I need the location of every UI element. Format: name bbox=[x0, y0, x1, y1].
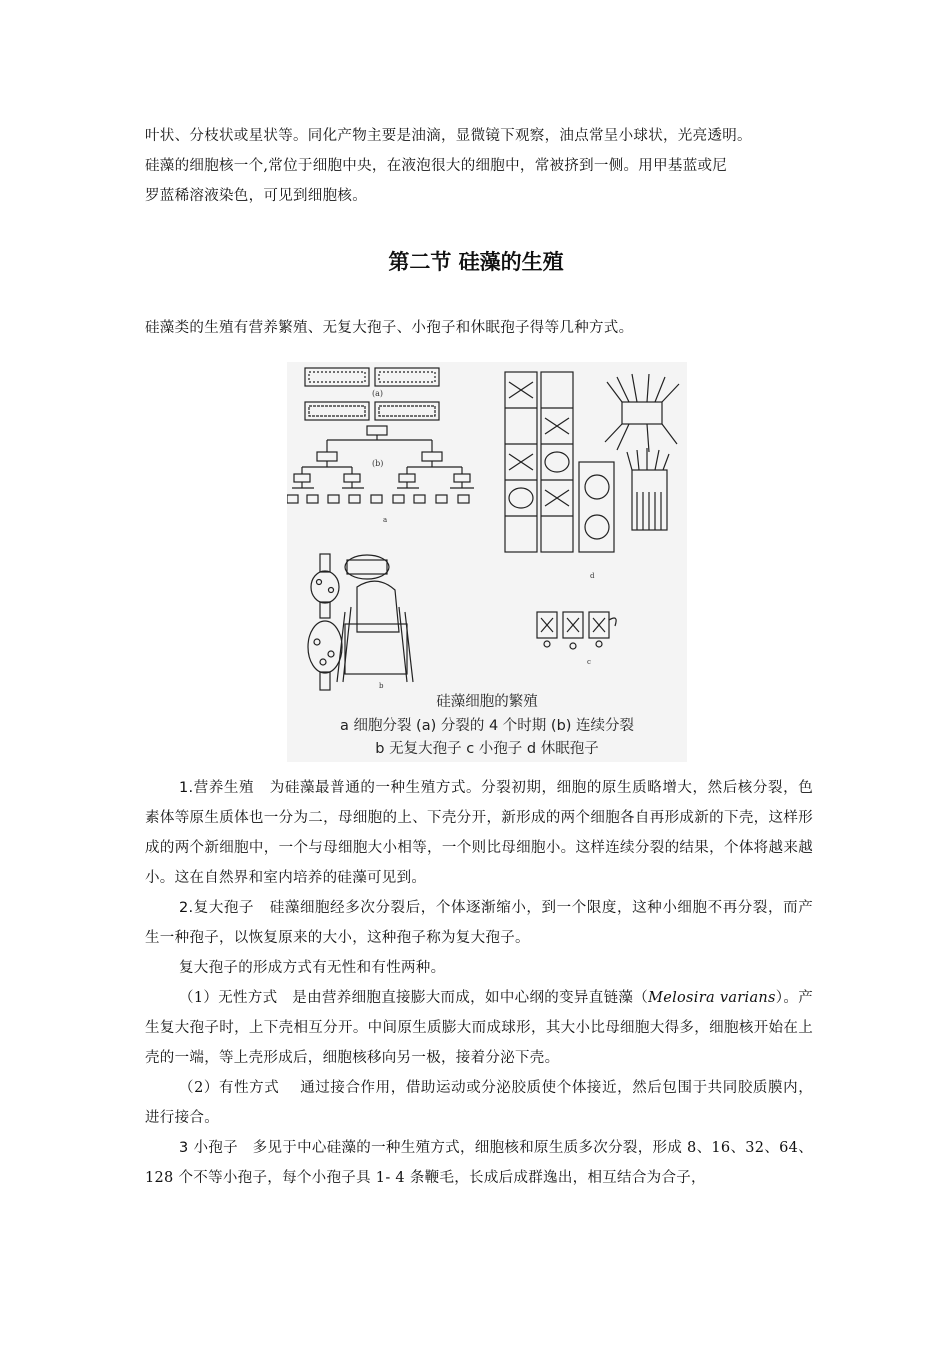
paragraph-vegetative bbox=[145, 773, 813, 893]
label-d: d bbox=[590, 572, 595, 580]
heading-asexual: （1）无性方式 bbox=[179, 990, 278, 1006]
label-a-top: (a) bbox=[372, 389, 384, 398]
vegetative-text: 为硅藻最普通的一种生殖方式。分裂初期，细胞的原生质略增大，然后核分裂，色素体等原生质体也一分为二，母细胞的上、下壳分开，新形成的两个细胞各自再形成新的下壳，这样形成的两个新细胞中，一个与母细胞大小相等，一个则比母细胞小。这样连续分裂的结果，个体将越来越小。这在自然界和室内培养的硅藻可见到。 bbox=[145, 780, 814, 886]
intro-line-2: 硅藻的细胞核一个,常位于细胞中央，在液泡很大的细胞中，常被挤到一侧。用甲基蓝或尼 bbox=[145, 158, 728, 174]
asexual-text-b: ）。产生复大孢子时，上下壳相互分开。中间原生质膨大而成球形，其大小比母细胞大得多，细胞核开始在上壳的一端，等上壳形成后，细胞核移向另一极，接着分泌下壳。 bbox=[145, 990, 814, 1066]
label-b: b bbox=[379, 682, 384, 690]
label-c: c bbox=[587, 658, 591, 666]
section-title: 第二节 硅藻的生殖 bbox=[388, 250, 564, 274]
body-text bbox=[145, 773, 813, 1193]
paragraph-auxospore bbox=[145, 893, 813, 953]
figure-caption-line-2: a 细胞分裂 (a) 分裂的 4 个时期 (b) 连续分裂 bbox=[339, 718, 635, 734]
label-b-inner: (b) bbox=[372, 459, 384, 468]
summary-text: 硅藻类的生殖有营养繁殖、无复大孢子、小孢子和休眠孢子得等几种方式。 bbox=[145, 320, 634, 336]
sexual-text: 通过接合作用，借助运动或分泌胶质使个体接近，然后包围于共同胶质膜内，进行接合。 bbox=[145, 1080, 814, 1126]
intro-line-1: 叶状、分枝状或星状等。同化产物主要是油滴，显微镜下观察，油点常呈小球状，光亮透明。 bbox=[145, 128, 752, 144]
heading-sexual: （2）有性方式 bbox=[179, 1080, 280, 1096]
figure-caption-line-3: b 无复大孢子 c 小孢子 d 休眠孢子 bbox=[375, 741, 599, 757]
heading-microspore: 3 小孢子 bbox=[179, 1140, 238, 1156]
figure-caption-title: 硅藻细胞的繁殖 bbox=[436, 694, 538, 710]
asexual-text-a: 是由营养细胞直接膨大而成，如中心纲的变异直链藻（ bbox=[292, 990, 649, 1006]
label-a: a bbox=[383, 516, 388, 524]
latin-name: Melosira varians bbox=[648, 990, 776, 1006]
paragraph-microspore bbox=[145, 1133, 813, 1193]
microspore-text: 多见于中心硅藻的一种生殖方式，细胞核和原生质多次分裂，形成 8、16、32、64、128 个不等小孢子，每个小孢子具 1- 4 条鞭毛，长成后成群逸出，相互结合为合子， bbox=[145, 1140, 813, 1186]
heading-vegetative: 1.营养生殖 bbox=[179, 780, 255, 796]
paragraph-sexual bbox=[145, 1073, 813, 1133]
intro-line-3: 罗蓝稀溶液染色，可见到细胞核。 bbox=[145, 188, 367, 204]
auxospore-text: 硅藻细胞经多次分裂后，个体逐渐缩小，到一个限度，这种小细胞不再分裂，而产生一种孢子，以恢复原来的大小，这种孢子称为复大孢子。 bbox=[145, 900, 814, 946]
paragraph-asexual bbox=[145, 983, 813, 1073]
heading-auxospore: 2.复大孢子 bbox=[179, 900, 255, 916]
summary-paragraph bbox=[145, 313, 813, 343]
paragraph-auxospore-modes: 复大孢子的形成方式有无性和有性两种。 bbox=[179, 960, 446, 976]
intro-paragraph bbox=[145, 121, 813, 211]
